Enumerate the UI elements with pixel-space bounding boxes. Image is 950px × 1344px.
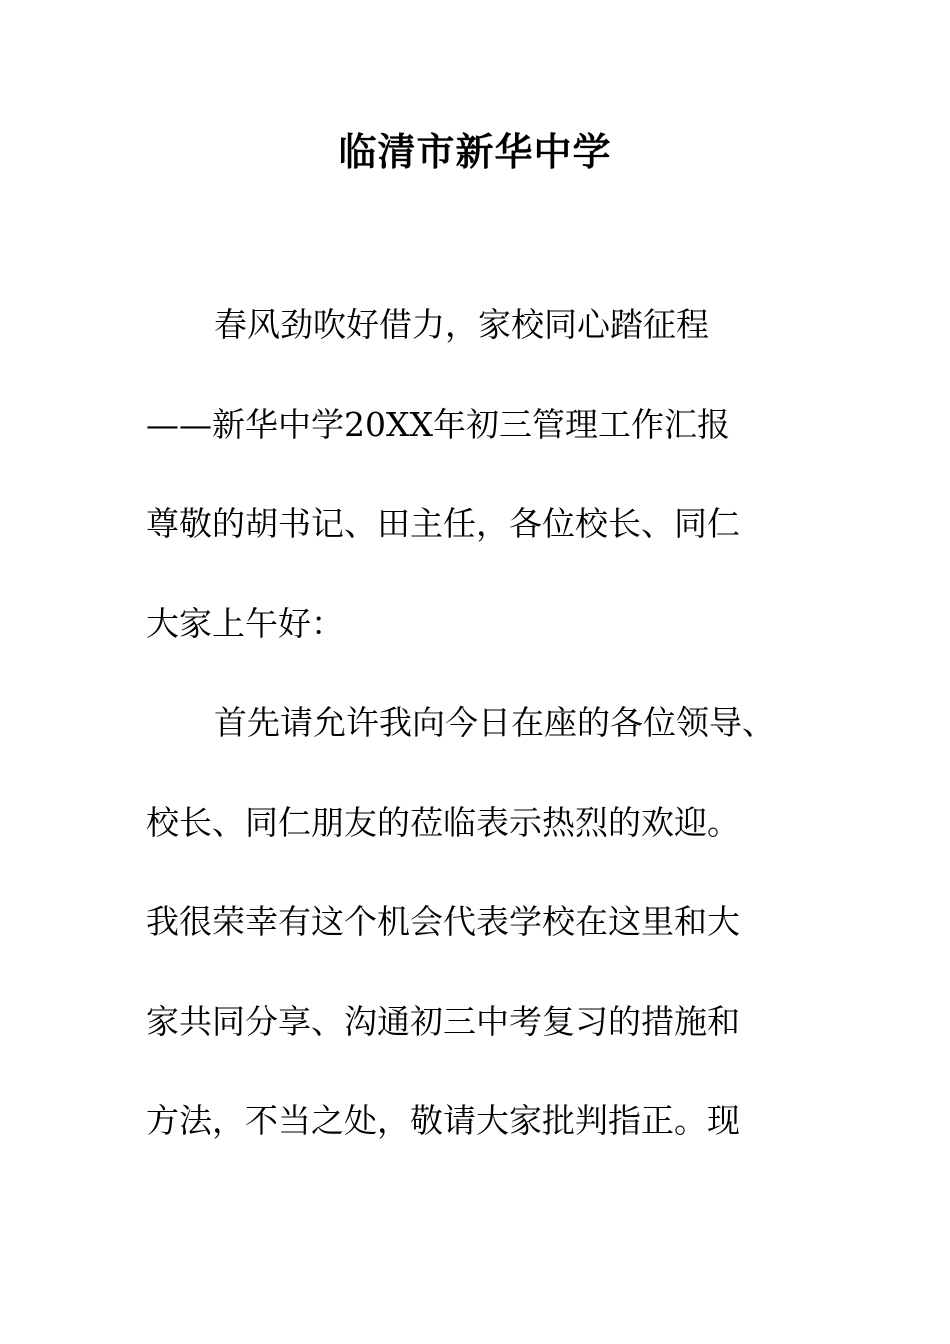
document-title: 临清市新华中学	[338, 130, 612, 174]
greeting: 大家上午好：	[146, 603, 344, 643]
report-subheading: ——新华中学20XX年初三管理工作汇报	[146, 404, 730, 444]
paragraph-line: 首先请允许我向今日在座的各位领导、	[214, 703, 775, 742]
report-heading: 春风劲吹好借力，家校同心踏征程	[214, 305, 709, 344]
paragraph-line: 我很荣幸有这个机会代表学校在这里和大	[146, 902, 740, 941]
paragraph-line: 校长、同仁朋友的莅临表示热烈的欢迎。	[146, 802, 740, 842]
salutation: 尊敬的胡书记、田主任，各位校长、同仁	[146, 504, 740, 543]
paragraph-line: 方法，不当之处，敬请大家批判指正。现	[146, 1101, 740, 1140]
document-body	[146, 300, 826, 1196]
paragraph-line: 家共同分享、沟通初三中考复习的措施和	[146, 1001, 740, 1041]
